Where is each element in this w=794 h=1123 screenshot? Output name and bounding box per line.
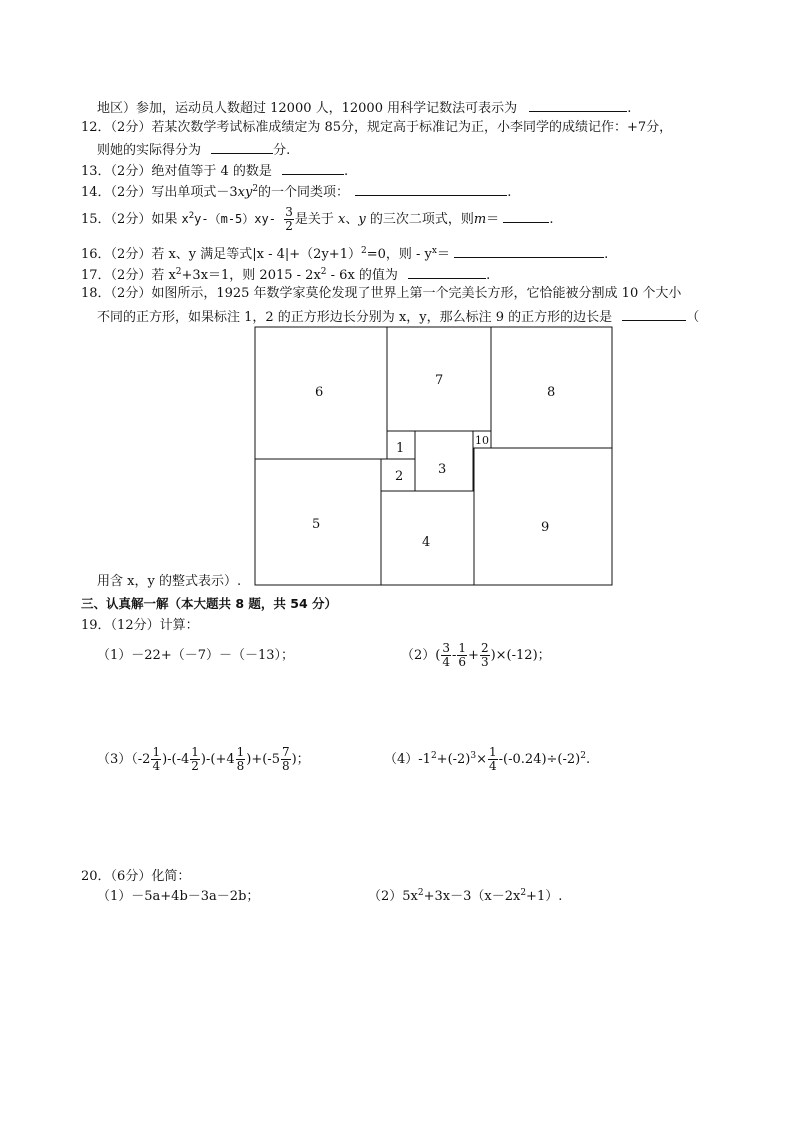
label-2: 2 xyxy=(395,469,404,484)
q16: 16．（2分）若 x、y 满足等式$|x - 4|+(2y+1)^2=0$，则 - $y^x=$ . xyxy=(81,246,609,262)
square-9 xyxy=(474,448,612,585)
q13: 13．（2分）绝对值等于 4 的数是 . xyxy=(81,161,348,180)
q15: 15．（2分）如果 $x^2y-(m-5)xy-$ $\frac{3}{2}$ 是关于 x、y 的三次二项式，则m＝ . xyxy=(81,205,554,233)
q18-line2: 不同的正方形，如果标注 1，2 的正方形边长分别为 x，y，那么标注 9 的正方形的边长是 （ xyxy=(97,307,699,326)
q12-line1: 12．（2分）若某次数学考试标准成绩定为 85分，规定高于标准记为正，小李同学的成绩记作：+7分， xyxy=(81,120,673,135)
q19-part4: $(4)-1^2+(-2)^3\times$ $\frac{1}{4}$ $-(-0.24)\div(-2)^2$. xyxy=(384,745,591,773)
q19-part2: （2）( $\frac{3}{4}$ - $\frac{1}{6}$ + $\frac{2}{3}$ )×(-12)； xyxy=(401,641,551,669)
q11-continuation: 地区）参加，运动员人数超过 12000 人，12000 用科学记数法可表示为 . xyxy=(97,98,631,117)
q20-part1: （1）－5a+4b－3a－2b； xyxy=(97,889,260,904)
label-5: 5 xyxy=(312,517,321,532)
label-3: 3 xyxy=(438,462,447,477)
q12-line2: 则她的实际得分为 分. xyxy=(97,140,290,159)
q18-line3: 用含 x，y 的整式表示）. xyxy=(97,574,242,589)
q20-part2: $(2)5x^2+3x-3(x-2x^2+1)$. xyxy=(368,888,563,904)
square-3 xyxy=(415,431,473,491)
q14: 14．（2分）写出单项式$-3xy^2$的一个同类项： . xyxy=(81,184,512,200)
q19-part3: （3）（-2 $\frac{1}{4}$ )-(-4 $\frac{1}{2}$ )-(+4 $\frac{1}{8}$ )+(-5 $\frac{7}{8}$ )； xyxy=(97,745,310,773)
label-10: 10 xyxy=(475,434,489,447)
label-7: 7 xyxy=(435,373,444,388)
q19-part1: （1）－22+（－7）－（－13）； xyxy=(97,648,295,663)
q19-header: 19．（12分）计算： xyxy=(81,618,199,633)
q15-fraction: $\frac{3}{2}$ xyxy=(285,205,293,233)
label-9: 9 xyxy=(541,520,550,535)
q20-header: 20．（6分）化简： xyxy=(81,869,191,884)
label-8: 8 xyxy=(547,385,556,400)
q18-line1: 18．（2分）如图所示，1925 年数学家莫伦发现了世界上第一个完美长方形，它恰能被分割成 10 个大小 xyxy=(81,286,682,301)
section3-title: 三、认真解一解（本大题共 8 题，共 54 分） xyxy=(81,596,338,611)
label-6: 6 xyxy=(315,385,324,400)
label-1: 1 xyxy=(396,441,405,456)
label-4: 4 xyxy=(422,535,431,550)
q17: 17．（2分）若 $x^2+3x=1$，则 $2015 - 2x^2 - 6x$ 的值为 . xyxy=(81,267,491,283)
